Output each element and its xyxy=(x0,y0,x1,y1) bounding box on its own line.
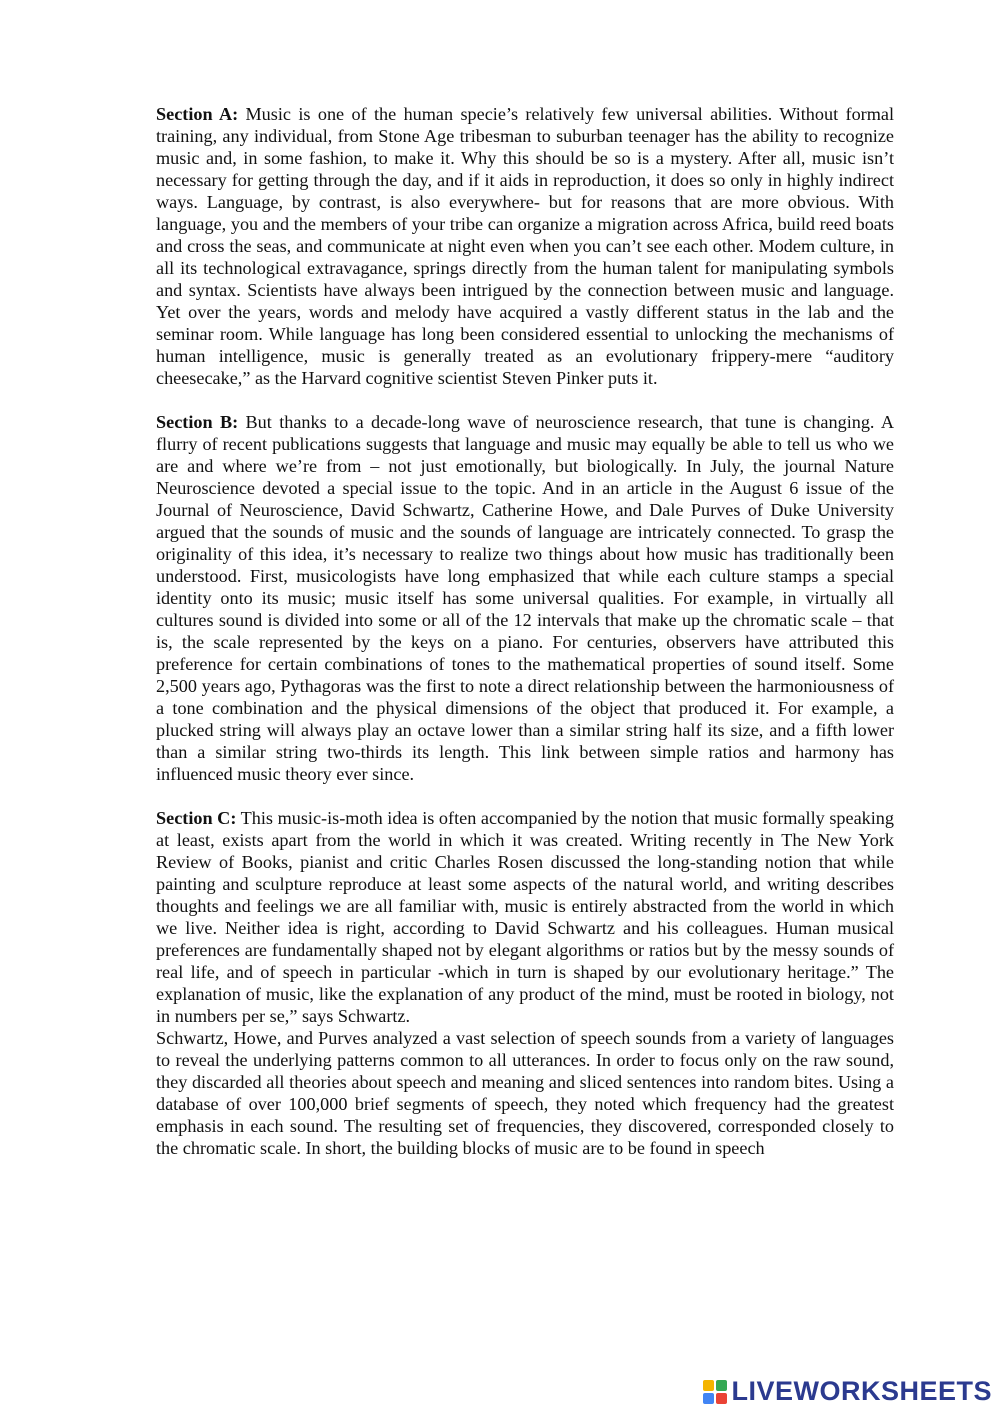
liveworksheets-logo xyxy=(703,1376,992,1407)
closing-paragraph: Schwartz, Howe, and Purves analyzed a vast selection of speech sounds from a variety of languages to reveal the underlying patterns common to all utterances. In order to focus only on the raw sound, they discarded all theories about speech and meaning and sliced sentences into random bites. Using a database of over 100,000 brief segments of speech, they noted which frequency had the greatest emphasis in each sound. The resulting set of frequencies, they discovered, corresponded closely to the chromatic scale. In short, the building blocks of music are to be found in speech xyxy=(156,1028,894,1158)
section-b-label: Section B: xyxy=(156,412,239,432)
logo-square xyxy=(703,1393,714,1404)
section-b-text: But thanks to a decade-long wave of neuroscience research, that tune is changing. A flurry of recent publications suggests that language and music may equally be able to tell us who we are and where we’re from – not just emotionally, but biologically. In July, the journal Nature Neuroscience devoted a special issue to the topic. And in an article in the August 6 issue of the Journal of Neuroscience, David Schwartz, Catherine Howe, and Dale Purves of Duke University argued that the sounds of music and the sounds of language are intricately connected. To grasp the originality of this idea, it’s necessary to realize two things about how music has traditionally been understood. First, musicologists have long emphasized that while each culture stamps a special identity onto its music; music itself has some universal qualities. For example, in virtually all cultures sound is divided into some or all of the 12 intervals that make up the chromatic scale – that is, the scale represented by the keys on a piano. For centuries, observers have attributed this preference for certain combinations of tones to the mathematical properties of sound itself. Some 2,500 years ago, Pythagoras was the first to note a direct relationship between the harmoniousness of a tone combination and the physical dimensions of the object that produced it. For example, a plucked string will always play an octave lower than a similar string half its size, and a fifth lower than a similar string two-thirds its length. This link between simple ratios and harmony has influenced music theory ever since. xyxy=(156,412,894,784)
liveworksheets-logo-icon xyxy=(703,1380,727,1404)
logo-square xyxy=(716,1380,727,1391)
liveworksheets-logo-text: LIVEWORKSHEETS xyxy=(731,1376,992,1406)
logo-square xyxy=(716,1393,727,1404)
section-c-paragraph xyxy=(156,807,894,1027)
section-c-text: This music-is-moth idea is often accompanied by the notion that music formally speaking at least, exists apart from the world in which it was created. Writing recently in The New York Review of Books, pianist and critic Charles Rosen discussed the long-standing notion that while painting and sculpture reproduce at least some aspects of the natural world, and writing describes thoughts and feelings we are all familiar with, music is entirely abstracted from the world in which we live. Neither idea is right, according to David Schwartz and his colleagues. Human musical preferences are fundamentally shaped not by elegant algorithms or ratios but by the messy sounds of real life, and of speech in particular -which in turn is shaped by our evolutionary heritage.” The explanation of music, like the explanation of any product of the mind, must be rooted in biology, not in numbers per se,” says Schwartz. xyxy=(156,808,894,1026)
document-body xyxy=(156,103,894,1159)
section-a-text: Music is one of the human specie’s relatively few universal abilities. Without formal training, any individual, from Stone Age tribesman to suburban teenager has the ability to recognize music and, in some fashion, to make it. Why this should be so is a mystery. After all, music isn’t necessary for getting through the day, and if it aids in reproduction, it does so only in highly indirect ways. Language, by contrast, is also everywhere- but for reasons that are more obvious. With language, you and the members of your tribe can organize a migration across Africa, build reed boats and cross the seas, and communicate at night even when you can’t see each other. Modem culture, in all its technological extravagance, springs directly from the human talent for manipulating symbols and syntax. Scientists have always been intrigued by the connection between music and language. Yet over the years, words and melody have acquired a vastly different status in the lab and the seminar room. While language has long been considered essential to unlocking the mechanisms of human intelligence, music is generally treated as an evolutionary frippery-mere “auditory cheesecake,” as the Harvard cognitive scientist Steven Pinker puts it. xyxy=(156,104,894,388)
section-a-label: Section A: xyxy=(156,104,239,124)
section-c-label: Section C: xyxy=(156,808,237,828)
section-a-paragraph xyxy=(156,103,894,389)
logo-square xyxy=(703,1380,714,1391)
section-b-paragraph xyxy=(156,411,894,785)
